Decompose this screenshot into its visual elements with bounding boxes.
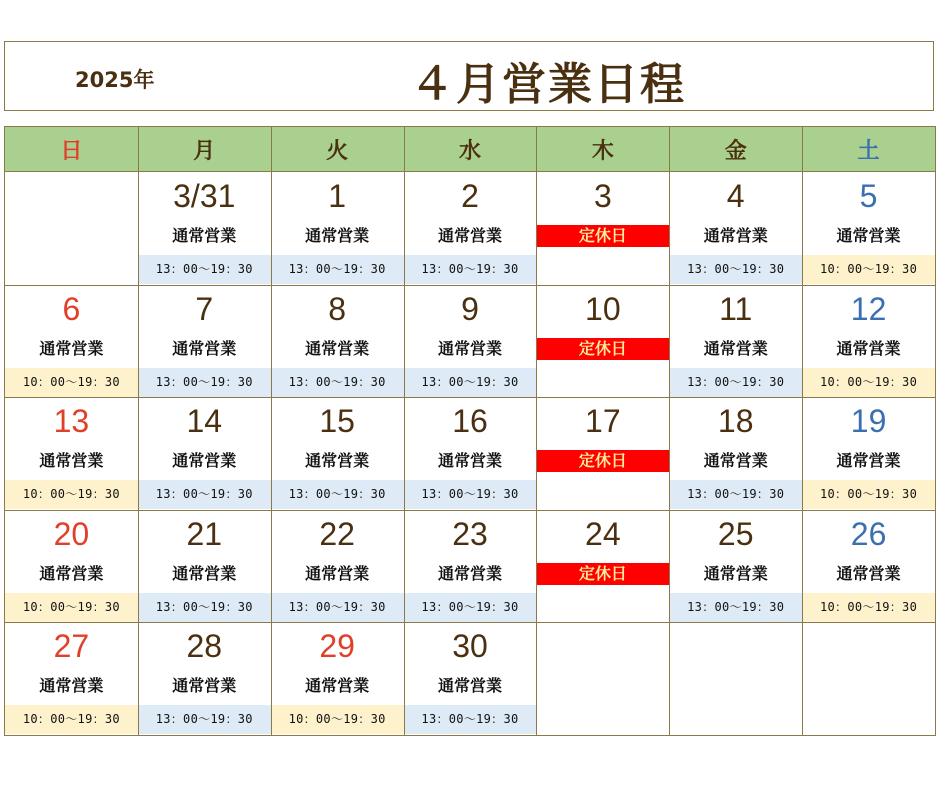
grid-divider bbox=[669, 127, 670, 735]
business-hours: 10：00～19：30 bbox=[5, 593, 138, 622]
calendar-day-cell bbox=[669, 172, 802, 285]
business-hours: 13：00～19：30 bbox=[271, 255, 404, 284]
open-status-label: 通常営業 bbox=[703, 563, 768, 583]
grid-divider bbox=[404, 127, 405, 735]
business-hours: 10：00～19：30 bbox=[802, 255, 935, 284]
calendar-day-cell bbox=[138, 622, 271, 735]
open-status-label: 通常営業 bbox=[172, 226, 237, 245]
business-hours: 10：00～19：30 bbox=[271, 705, 404, 734]
open-status-label: 通常営業 bbox=[39, 563, 104, 583]
calendar-day-cell bbox=[404, 285, 537, 398]
day-number: 2 bbox=[461, 178, 479, 214]
day-number: 15 bbox=[319, 403, 355, 440]
business-hours: 13：00～19：30 bbox=[138, 593, 271, 622]
day-number: 26 bbox=[850, 515, 887, 552]
business-hours: 13：00～19：30 bbox=[138, 705, 271, 734]
open-status-label: 通常営業 bbox=[437, 563, 502, 583]
closed-day-badge: 定休日 bbox=[536, 450, 669, 472]
grid-divider bbox=[5, 285, 935, 286]
calendar-day-cell bbox=[404, 510, 537, 623]
day-number: 10 bbox=[585, 290, 621, 327]
weekday-header: 木 bbox=[536, 127, 669, 172]
business-hours: 13：00～19：30 bbox=[404, 705, 537, 734]
calendar-day-cell bbox=[138, 510, 271, 623]
open-status-label: 通常営業 bbox=[172, 676, 237, 696]
closed-day-badge: 定休日 bbox=[536, 338, 669, 360]
grid-divider bbox=[138, 127, 139, 735]
calendar-day-cell bbox=[271, 510, 404, 623]
business-hours: 13：00～19：30 bbox=[404, 255, 537, 284]
year-label: 2025年 bbox=[75, 68, 155, 92]
open-status-label: 通常営業 bbox=[39, 338, 104, 358]
open-status-label: 通常営業 bbox=[172, 563, 237, 583]
day-number: 4 bbox=[726, 178, 745, 214]
day-number: 3/31 bbox=[173, 178, 236, 214]
closed-day-badge: 定休日 bbox=[536, 225, 669, 247]
business-hours: 13：00～19：30 bbox=[138, 255, 271, 284]
open-status-label: 通常営業 bbox=[836, 563, 901, 583]
calendar-day-cell bbox=[404, 622, 537, 735]
day-number: 23 bbox=[452, 515, 488, 552]
calendar-day-cell bbox=[536, 622, 669, 735]
calendar-day-cell bbox=[271, 285, 404, 398]
day-number: 16 bbox=[452, 403, 488, 440]
weekday-header: 月 bbox=[138, 127, 271, 172]
day-number: 29 bbox=[319, 628, 355, 665]
business-hours: 13：00～19：30 bbox=[271, 480, 404, 509]
grid-divider bbox=[5, 622, 935, 623]
business-hours: 13：00～19：30 bbox=[138, 368, 271, 397]
business-hours: 13：00～19：30 bbox=[271, 368, 404, 397]
calendar-day-cell bbox=[536, 397, 669, 510]
day-number: 8 bbox=[328, 290, 347, 327]
business-hours: 13：00～19：30 bbox=[669, 593, 802, 622]
grid-divider bbox=[536, 127, 537, 735]
calendar-day-cell bbox=[404, 397, 537, 510]
business-hours: 13：00～19：30 bbox=[669, 255, 802, 284]
business-hours: 13：00～19：30 bbox=[138, 480, 271, 509]
open-status-label: 通常営業 bbox=[437, 338, 502, 358]
day-number: 20 bbox=[53, 515, 90, 552]
calendar-grid bbox=[4, 126, 936, 736]
day-number: 6 bbox=[62, 290, 81, 327]
closed-day-badge: 定休日 bbox=[536, 563, 669, 585]
open-status-label: 通常営業 bbox=[836, 451, 901, 471]
business-hours: 13：00～19：30 bbox=[669, 480, 802, 509]
day-number: 22 bbox=[319, 515, 355, 552]
schedule-header bbox=[4, 41, 934, 111]
calendar-day-cell bbox=[536, 510, 669, 623]
open-status-label: 通常営業 bbox=[172, 451, 237, 471]
day-number: 13 bbox=[53, 403, 90, 440]
day-number: 12 bbox=[850, 290, 887, 327]
day-number: 5 bbox=[859, 178, 878, 214]
open-status-label: 通常営業 bbox=[437, 451, 502, 471]
day-number: 18 bbox=[717, 403, 754, 440]
calendar-day-cell bbox=[669, 510, 802, 623]
calendar-day-cell bbox=[669, 622, 802, 735]
day-number: 30 bbox=[452, 628, 488, 665]
weekday-header: 金 bbox=[669, 127, 802, 172]
day-number: 11 bbox=[719, 290, 753, 327]
business-hours: 10：00～19：30 bbox=[802, 480, 935, 509]
calendar-day-cell bbox=[802, 172, 935, 285]
calendar-day-cell bbox=[536, 285, 669, 398]
business-hours: 10：00～19：30 bbox=[5, 705, 138, 734]
open-status-label: 通常営業 bbox=[703, 451, 768, 471]
business-hours: 13：00～19：30 bbox=[404, 593, 537, 622]
day-number: 9 bbox=[461, 290, 479, 327]
open-status-label: 通常営業 bbox=[305, 226, 370, 245]
day-number: 14 bbox=[186, 403, 223, 440]
calendar-day-cell bbox=[271, 397, 404, 510]
open-status-label: 通常営業 bbox=[39, 451, 104, 471]
business-hours: 10：00～19：30 bbox=[802, 593, 935, 622]
grid-divider bbox=[271, 127, 272, 735]
day-number: 1 bbox=[328, 178, 347, 214]
day-number: 19 bbox=[850, 403, 887, 440]
business-hours: 13：00～19：30 bbox=[271, 593, 404, 622]
day-number: 17 bbox=[585, 403, 621, 440]
open-status-label: 通常営業 bbox=[437, 676, 502, 696]
day-number: 3 bbox=[593, 178, 612, 214]
calendar-day-cell bbox=[5, 172, 138, 285]
weekday-header: 日 bbox=[5, 127, 138, 172]
grid-divider bbox=[5, 397, 935, 398]
calendar-day-cell bbox=[802, 397, 935, 510]
day-number: 27 bbox=[53, 628, 90, 665]
day-number: 24 bbox=[585, 515, 621, 552]
grid-divider bbox=[802, 127, 803, 735]
calendar-day-cell bbox=[669, 285, 802, 398]
open-status-label: 通常営業 bbox=[305, 451, 370, 471]
calendar-day-cell bbox=[138, 397, 271, 510]
calendar-day-cell bbox=[669, 397, 802, 510]
weekday-header: 水 bbox=[404, 127, 537, 172]
open-status-label: 通常営業 bbox=[836, 338, 901, 358]
business-hours: 13：00～19：30 bbox=[669, 368, 802, 397]
weekday-header: 火 bbox=[271, 127, 404, 172]
open-status-label: 通常営業 bbox=[305, 338, 370, 358]
open-status-label: 通常営業 bbox=[305, 563, 370, 583]
calendar-day-cell bbox=[536, 172, 669, 285]
calendar-day-cell bbox=[271, 172, 404, 285]
day-number: 21 bbox=[186, 515, 223, 552]
calendar-day-cell bbox=[138, 285, 271, 398]
grid-divider bbox=[5, 510, 935, 511]
weekday-header: 土 bbox=[802, 127, 935, 172]
day-number: 28 bbox=[186, 628, 223, 665]
business-hours: 10：00～19：30 bbox=[802, 368, 935, 397]
calendar-day-cell bbox=[5, 397, 138, 510]
open-status-label: 通常営業 bbox=[305, 676, 370, 696]
calendar-day-cell bbox=[5, 510, 138, 623]
page-title: ４月営業日程 bbox=[410, 59, 686, 110]
calendar-day-cell bbox=[271, 622, 404, 735]
calendar-day-cell bbox=[802, 285, 935, 398]
day-number: 7 bbox=[195, 290, 214, 327]
calendar-day-cell bbox=[404, 172, 537, 285]
open-status-label: 通常営業 bbox=[172, 338, 237, 358]
calendar-day-cell bbox=[802, 622, 935, 735]
calendar-day-cell bbox=[138, 172, 271, 285]
calendar-day-cell bbox=[5, 622, 138, 735]
open-status-label: 通常営業 bbox=[836, 226, 901, 245]
day-number: 25 bbox=[717, 515, 754, 552]
calendar-day-cell bbox=[5, 285, 138, 398]
open-status-label: 通常営業 bbox=[437, 226, 502, 245]
open-status-label: 通常営業 bbox=[39, 676, 104, 696]
business-hours: 10：00～19：30 bbox=[5, 368, 138, 397]
business-hours: 13：00～19：30 bbox=[404, 368, 537, 397]
open-status-label: 通常営業 bbox=[703, 226, 768, 245]
open-status-label: 通常営業 bbox=[703, 338, 768, 358]
business-hours: 13：00～19：30 bbox=[404, 480, 537, 509]
business-hours: 10：00～19：30 bbox=[5, 480, 138, 509]
calendar-day-cell bbox=[802, 510, 935, 623]
